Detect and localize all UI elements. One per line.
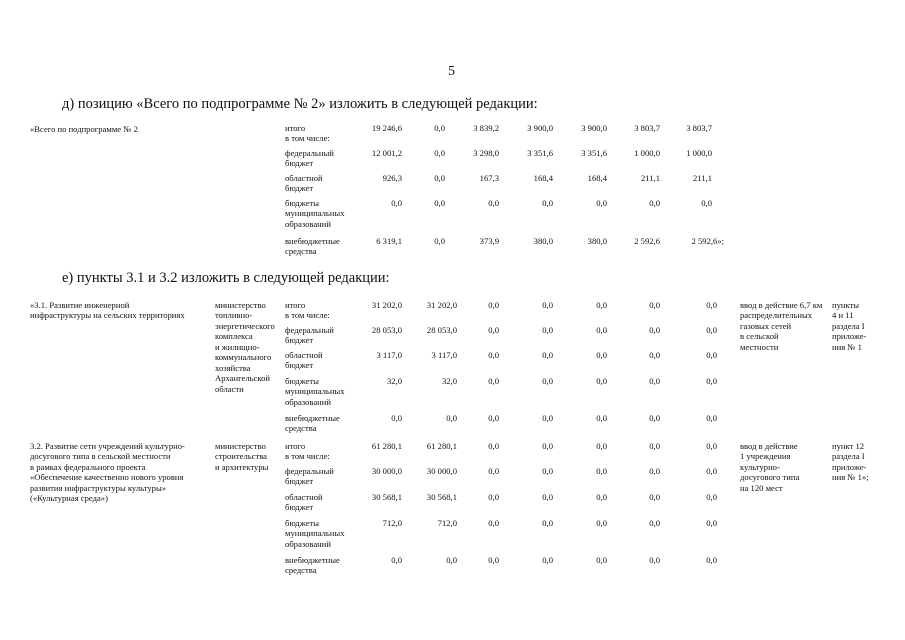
table1-cell: 3 803,7 [686, 123, 712, 133]
heading-e: е) пункты 3.1 и 3.2 изложить в следующей редакции: [62, 270, 390, 286]
table2-cell: 0,0 [596, 413, 607, 423]
table2-row-label: федеральный бюджет [285, 466, 334, 487]
table1-cell: 2 592,6 [634, 236, 660, 246]
table1-cell: 167,3 [479, 173, 499, 183]
table2-cell: 0,0 [542, 350, 553, 360]
table1-cell: 2 592,6»; [691, 236, 724, 246]
table2-cell: 0,0 [706, 413, 717, 423]
table2-cell: 0,0 [706, 492, 717, 502]
table2-row-label: федеральный бюджет [285, 325, 334, 346]
table2-cell: 0,0 [446, 413, 457, 423]
table1-cell: 168,4 [587, 173, 607, 183]
table2-cell: 0,0 [649, 300, 660, 310]
table2-row-label: областной бюджет [285, 350, 323, 371]
table2-cell: 3 117,0 [431, 350, 457, 360]
table2-row-label: бюджеты муниципальных образований [285, 376, 345, 407]
table2-cell: 61 280,1 [371, 441, 402, 451]
table1-cell: 0,0 [434, 148, 445, 158]
table1-row-label: областной бюджет [285, 173, 323, 194]
table2-cell: 0,0 [391, 413, 402, 423]
item-name: «3.1. Развитие инженерной инфраструктуры на сельских территориях [30, 300, 185, 321]
table1-cell: 12 001,2 [371, 148, 402, 158]
table1-cell: 0,0 [434, 123, 445, 133]
table2-cell: 0,0 [706, 325, 717, 335]
table1-cell: 19 246,6 [371, 123, 402, 133]
table1-cell: 0,0 [596, 198, 607, 208]
table2-cell: 0,0 [488, 325, 499, 335]
table2-cell: 3 117,0 [376, 350, 402, 360]
table2-cell: 0,0 [706, 466, 717, 476]
table1-cell: 168,4 [533, 173, 553, 183]
table1-cell: 0,0 [434, 236, 445, 246]
table2-cell: 0,0 [488, 518, 499, 528]
table2-cell: 712,0 [382, 518, 402, 528]
table2-cell: 28 053,0 [426, 325, 457, 335]
table2-cell: 0,0 [596, 466, 607, 476]
table2-cell: 0,0 [488, 492, 499, 502]
table2-cell: 0,0 [706, 518, 717, 528]
table1-cell: 3 900,0 [581, 123, 607, 133]
table1-cell: 0,0 [434, 198, 445, 208]
table2-cell: 0,0 [596, 300, 607, 310]
table2-cell: 0,0 [488, 466, 499, 476]
table2-row-label: областной бюджет [285, 492, 323, 513]
table2-row-label: внебюджетные средства [285, 555, 340, 576]
table2-cell: 0,0 [542, 466, 553, 476]
table1-cell: 6 319,1 [376, 236, 402, 246]
table2-cell: 0,0 [596, 350, 607, 360]
table1-cell: 1 000,0 [634, 148, 660, 158]
table2-cell: 0,0 [649, 325, 660, 335]
table2-cell: 0,0 [542, 518, 553, 528]
table1-cell: 380,0 [533, 236, 553, 246]
table2-cell: 0,0 [706, 350, 717, 360]
table1-cell: 1 000,0 [686, 148, 712, 158]
table1-cell: 3 900,0 [527, 123, 553, 133]
table1-cell: 0,0 [701, 198, 712, 208]
table2-cell: 61 280,1 [426, 441, 457, 451]
table2-cell: 712,0 [437, 518, 457, 528]
table2-cell: 0,0 [706, 555, 717, 565]
table2-cell: 32,0 [441, 376, 457, 386]
table2-cell: 0,0 [649, 466, 660, 476]
table2-cell: 0,0 [446, 555, 457, 565]
table2-cell: 30 568,1 [371, 492, 402, 502]
table2-cell: 30 000,0 [371, 466, 402, 476]
table1-cell: 0,0 [434, 173, 445, 183]
table2-cell: 31 202,0 [371, 300, 402, 310]
item-name: 3.2. Развитие сети учреждений культурно- досугового типа в сельской местности в рамках федерального проекта «Обеспечение качественно нового уровня развития инфраструктуры культуры» («Культурная среда») [30, 441, 185, 504]
table2-cell: 0,0 [488, 300, 499, 310]
table2-cell: 0,0 [649, 555, 660, 565]
table1-row-label: бюджеты муниципальных образований [285, 198, 345, 229]
table2-cell: 0,0 [596, 518, 607, 528]
table2-cell: 31 202,0 [426, 300, 457, 310]
table2-cell: 0,0 [596, 325, 607, 335]
table2-cell: 0,0 [488, 413, 499, 423]
table2-cell: 0,0 [542, 300, 553, 310]
table2-cell: 0,0 [542, 413, 553, 423]
table2-row-label: итого в том числе: [285, 300, 330, 321]
table2-cell: 0,0 [488, 350, 499, 360]
table1-cell: 211,1 [640, 173, 660, 183]
table2-cell: 0,0 [488, 376, 499, 386]
table2-cell: 30 568,1 [426, 492, 457, 502]
table1-cell: 0,0 [391, 198, 402, 208]
table1-title: «Всего по подпрограмме № 2 [30, 124, 138, 134]
table2-cell: 0,0 [706, 441, 717, 451]
table1-cell: 3 803,7 [634, 123, 660, 133]
table2-cell: 0,0 [542, 325, 553, 335]
table2-cell: 0,0 [649, 413, 660, 423]
table1-row-label: итого в том числе: [285, 123, 330, 144]
table2-row-label: внебюджетные средства [285, 413, 340, 434]
table1-cell: 380,0 [587, 236, 607, 246]
table2-cell: 0,0 [649, 350, 660, 360]
item-result: ввод в действие 6,7 км распределительных газовых сетей в сельской местности [740, 300, 823, 352]
table2-cell: 0,0 [596, 441, 607, 451]
table2-cell: 0,0 [649, 492, 660, 502]
table2-cell: 32,0 [386, 376, 402, 386]
table2-cell: 0,0 [542, 492, 553, 502]
item-reference: пункт 12 раздела I приложе- ния № 1»; [832, 441, 869, 483]
table2-cell: 0,0 [542, 441, 553, 451]
table2-cell: 0,0 [649, 518, 660, 528]
table1-cell: 3 839,2 [473, 123, 499, 133]
item-result: ввод в действие 1 учреждения культурно- досугового типа на 120 мест [740, 441, 800, 493]
table2-cell: 0,0 [649, 376, 660, 386]
table1-cell: 211,1 [692, 173, 712, 183]
table2-cell: 0,0 [596, 492, 607, 502]
table2-cell: 0,0 [488, 555, 499, 565]
table2-cell: 0,0 [488, 441, 499, 451]
table2-row-label: итого в том числе: [285, 441, 330, 462]
table2-cell: 0,0 [649, 441, 660, 451]
table2-cell: 28 053,0 [371, 325, 402, 335]
table2-cell: 30 000,0 [426, 466, 457, 476]
table1-cell: 3 298,0 [473, 148, 499, 158]
table2-cell: 0,0 [706, 376, 717, 386]
table2-cell: 0,0 [596, 555, 607, 565]
table1-cell: 0,0 [649, 198, 660, 208]
table1-cell: 3 351,6 [527, 148, 553, 158]
table1-cell: 0,0 [542, 198, 553, 208]
table2-cell: 0,0 [391, 555, 402, 565]
table1-cell: 926,3 [382, 173, 402, 183]
table2-cell: 0,0 [542, 376, 553, 386]
table2-cell: 0,0 [596, 376, 607, 386]
table1-cell: 0,0 [488, 198, 499, 208]
table1-row-label: внебюджетные средства [285, 236, 340, 257]
page-number: 5 [448, 64, 455, 79]
table2-cell: 0,0 [542, 555, 553, 565]
item-executor: министерство строительства и архитектуры [215, 441, 269, 472]
table2-row-label: бюджеты муниципальных образований [285, 518, 345, 549]
table2-cell: 0,0 [706, 300, 717, 310]
heading-d: д) позицию «Всего по подпрограмме № 2» изложить в следующей редакции: [62, 96, 538, 112]
item-executor: министерство топливно- энергетического комплекса и жилищно- коммунального хозяйства Архангельской области [215, 300, 275, 394]
table1-row-label: федеральный бюджет [285, 148, 334, 169]
item-reference: пункты 4 и 11 раздела I приложе- ния № 1 [832, 300, 867, 352]
table1-cell: 3 351,6 [581, 148, 607, 158]
table1-cell: 373,9 [479, 236, 499, 246]
